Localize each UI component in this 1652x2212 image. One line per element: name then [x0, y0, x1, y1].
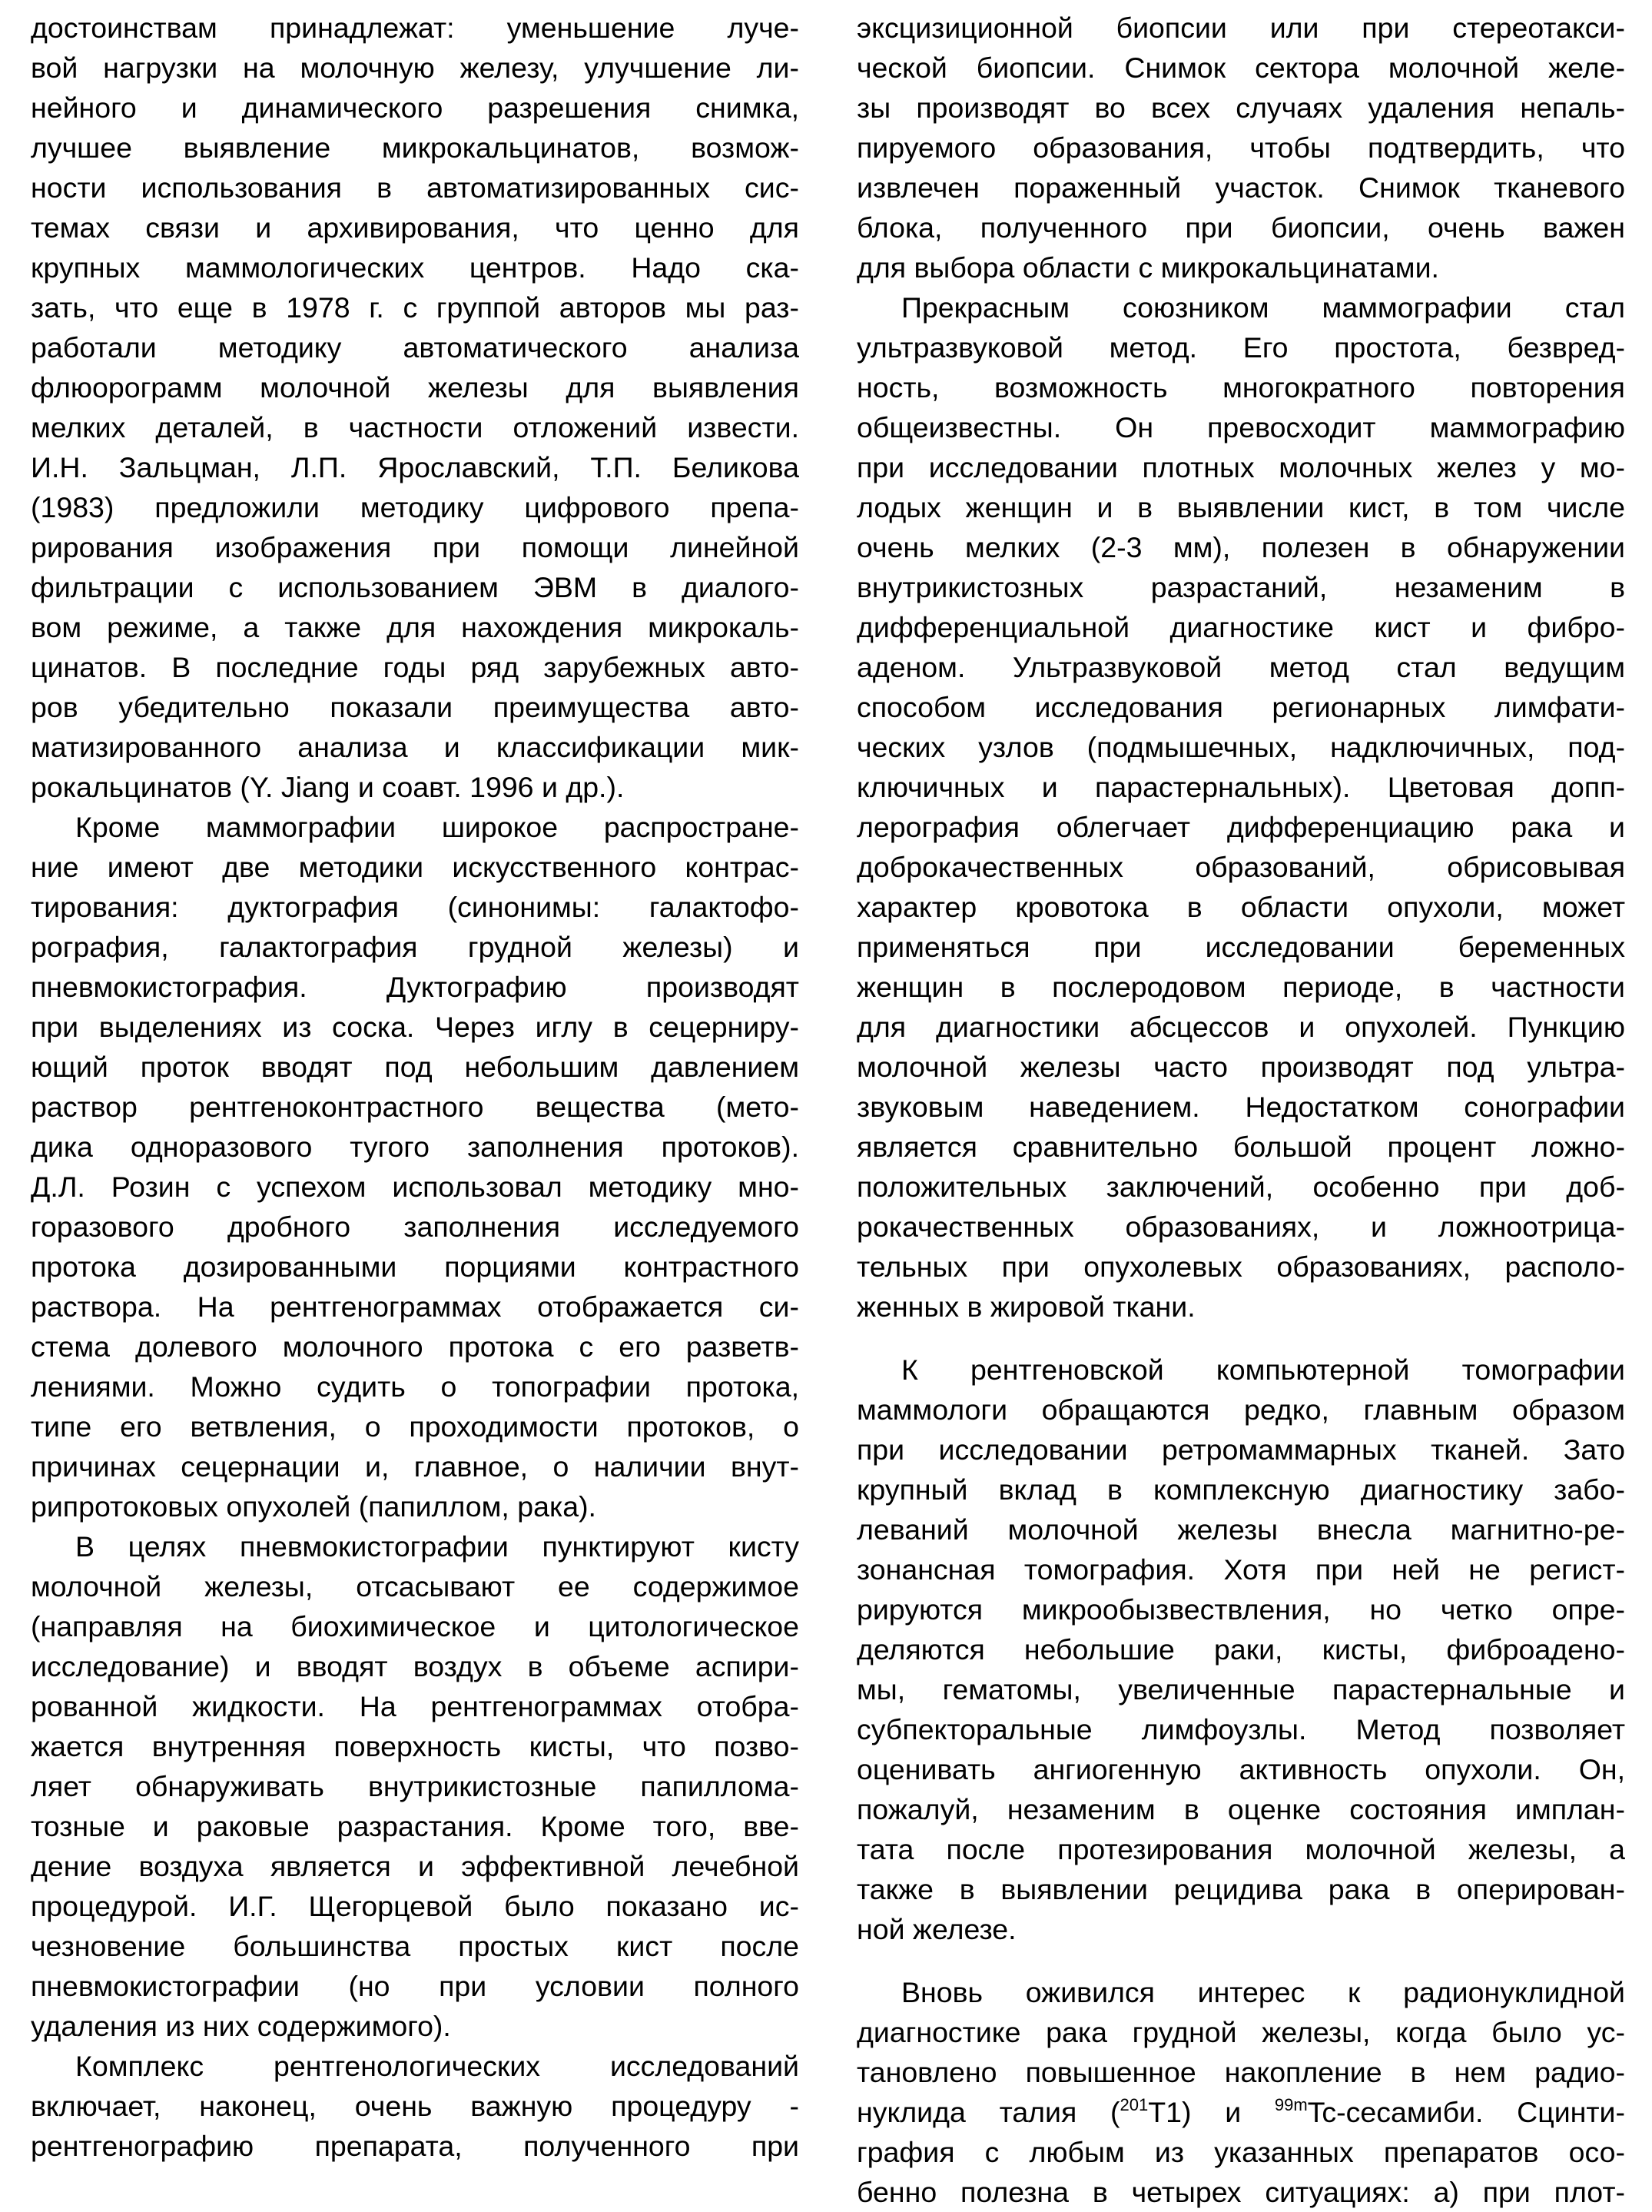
text-line: включает, наконец, очень важную процедуру - [31, 2090, 799, 2122]
text-line: лучшее выявление микрокальцинатов, возмож- [31, 131, 799, 164]
paragraph [857, 1972, 1625, 2212]
text-fragment: Tc-сесамиби. Сцинти- [1307, 2096, 1625, 2128]
paragraph-gap [857, 1327, 1625, 1350]
text-line: И.Н. Зальцман, Л.П. Ярославский, Т.П. Беликова [31, 451, 799, 483]
text-line: при исследовании плотных молочных желез у мо- [857, 451, 1625, 483]
right-column [857, 8, 1625, 2212]
text-line: зонансная томография. Хотя при ней не регист- [857, 1553, 1625, 1586]
text-line: диагностике рака грудной железы, когда было ус- [857, 2016, 1625, 2048]
text-line: оценивать ангиогенную активность опухоли. Он, [857, 1753, 1625, 1785]
text-line: ческой биопсии. Снимок сектора молочной желе- [857, 51, 1625, 84]
text-line: тельных при опухолевых образованиях, располо- [857, 1250, 1625, 1283]
text-line: деляются небольшие раки, кисты, фиброадено- [857, 1633, 1625, 1666]
text-line: тановлено повышенное накопление в нем радио- [857, 2056, 1625, 2088]
text-line: молочной железы, отсасывают ее содержимое [31, 1570, 799, 1603]
text-line: ющий проток вводят под небольшим давлением [31, 1051, 799, 1083]
text-line: вом режиме, а также для нахождения микрокаль- [31, 611, 799, 643]
paragraph [857, 287, 1625, 1327]
text-line: положительных заключений, особенно при доб- [857, 1171, 1625, 1203]
text-line: матизированного анализа и классификации мик- [31, 731, 799, 763]
isotope-superscript: 99m [1274, 2094, 1308, 2114]
text-line: рованной жидкости. На рентгенограммах отобра- [31, 1690, 799, 1722]
text-line: является сравнительно большой процент ложно- [857, 1131, 1625, 1163]
text-line: Вновь оживился интерес к радионуклидной [901, 1976, 1625, 2008]
left-column [31, 8, 799, 2166]
text-line: ляет обнаруживать внутрикистозные папиллома- [31, 1770, 799, 1802]
text-line: женных в жировой ткани. [857, 1290, 1196, 1323]
text-line: рипротоковых опухолей (папиллом, рака). [31, 1490, 596, 1523]
text-line: мы, гематомы, увеличенные парастернальные и [857, 1673, 1625, 1705]
text-line: применяться при исследовании беременных [857, 931, 1625, 963]
text-line: маммологи обращаются редко, главным образом [857, 1393, 1625, 1426]
text-line: для диагностики абсцессов и опухолей. Пункцию [857, 1011, 1625, 1043]
text-line: крупных маммологических центров. Надо ска- [31, 251, 799, 284]
text-line: лерография облегчает дифференциацию рака и [857, 811, 1625, 843]
text-line: протока дозированными порциями контрастного [31, 1250, 799, 1283]
text-line: ности использования в автоматизированных сис- [31, 171, 799, 204]
paragraph [31, 1526, 799, 2046]
paragraph [31, 2046, 799, 2166]
text-line: причинах сецернации и, главное, о наличии внут- [31, 1450, 799, 1483]
text-line: типе его ветвления, о проходимости протоков, о [31, 1410, 799, 1443]
text-line: жается внутренняя поверхность кисты, что позво- [31, 1730, 799, 1762]
text-line [857, 2092, 1625, 2132]
text-fragment: T1) и [1148, 2096, 1275, 2128]
paragraph [857, 8, 1625, 287]
text-line: дение воздуха является и эффективной лечебной [31, 1850, 799, 1882]
text-line: крупный вклад в комплексную диагностику забо- [857, 1473, 1625, 1506]
text-line: характер кровотока в области опухоли, может [857, 891, 1625, 923]
text-line: пневмокистография. Дуктографию производят [31, 971, 799, 1003]
text-line: лениями. Можно судить о топографии протока, [31, 1370, 799, 1403]
text-line: пожалуй, незаменим в оценке состояния имплан- [857, 1793, 1625, 1825]
text-line: цинатов. В последние годы ряд зарубежных авто- [31, 651, 799, 683]
text-line: работали методику автоматического анализа [31, 331, 799, 364]
text-line: пневмокистографии (но при условии полного [31, 1970, 799, 2002]
text-line: рокачественных образованиях, и ложноотрица- [857, 1211, 1625, 1243]
text-fragment: нуклида талия ( [857, 2096, 1120, 2128]
paragraph [857, 1350, 1625, 1949]
text-line: горазового дробного заполнения исследуемого [31, 1211, 799, 1243]
text-line: рентгенографию препарата, полученного при [31, 2130, 799, 2162]
text-line: для выбора области с микрокальцинатами. [857, 251, 1439, 284]
text-line: женщин в послеродовом периоде, в частности [857, 971, 1625, 1003]
text-line: фильтрации с использованием ЭВМ в диалого- [31, 571, 799, 603]
text-line: рируются микрообызвествления, но четко опре- [857, 1593, 1625, 1626]
text-line: внутрикистозных разрастаний, незаменим в [857, 571, 1625, 603]
text-line: дика одноразового тугого заполнения протоков). [31, 1131, 799, 1163]
text-line: способом исследования регионарных лимфати- [857, 691, 1625, 723]
text-line: тозные и раковые разрастания. Кроме того, вве- [31, 1810, 799, 1842]
text-line: лодых женщин и в выявлении кист, в том числе [857, 491, 1625, 523]
text-line: ность, возможность многократного повторения [857, 371, 1625, 404]
text-line: рокальцинатов (Y. Jiang и соавт. 1996 и др.). [31, 771, 625, 803]
text-line: темах связи и архивирования, что ценно для [31, 211, 799, 244]
text-line: ние имеют две методики искусственного контрас- [31, 851, 799, 883]
text-line: процедурой. И.Г. Щегорцевой было показано ис- [31, 1890, 799, 1922]
text-line: тата после протезирования молочной железы, а [857, 1833, 1625, 1865]
text-line: пируемого образования, чтобы подтвердить, что [857, 131, 1625, 164]
text-line: эксцизиционной биопсии или при стереотакси- [857, 12, 1625, 44]
text-line: исследование) и вводят воздух в объеме аспири- [31, 1650, 799, 1682]
text-line: достоинствам принадлежат: уменьшение луче- [31, 12, 799, 44]
text-line: бенно полезна в четырех ситуациях: а) при плот- [857, 2176, 1625, 2208]
text-line: общеизвестны. Он превосходит маммографию [857, 411, 1625, 443]
text-line: В целях пневмокистографии пунктируют кисту [75, 1530, 799, 1563]
text-line: Комплекс рентгенологических исследований [75, 2050, 799, 2082]
text-line: Кроме маммографии широкое распростране- [75, 811, 799, 843]
paragraph [31, 807, 799, 1526]
text-line: при выделениях из соска. Через иглу в сецерниру- [31, 1011, 799, 1043]
text-line: (1983) предложили методику цифрового препа- [31, 491, 799, 523]
text-line: блока, полученного при биопсии, очень важен [857, 211, 1625, 244]
text-line: извлечен пораженный участок. Снимок тканевого [857, 171, 1625, 204]
text-line: флюорограмм молочной железы для выявления [31, 371, 799, 404]
text-line: ров убедительно показали преимущества авто- [31, 691, 799, 723]
text-line: Прекрасным союзником маммографии стал [901, 291, 1625, 324]
text-line: ной железе. [857, 1913, 1017, 1945]
text-line: мелких деталей, в частности отложений извести. [31, 411, 799, 443]
text-line: рография, галактография грудной железы) и [31, 931, 799, 963]
text-line: зы производят во всех случаях удаления непаль- [857, 91, 1625, 124]
text-line: ключичных и парастернальных). Цветовая допп- [857, 771, 1625, 803]
isotope-superscript: 201 [1120, 2094, 1149, 2114]
text-line: ческих узлов (подмышечных, надключичных, под- [857, 731, 1625, 763]
text-line: леваний молочной железы внесла магнитно-ре- [857, 1513, 1625, 1546]
text-line: также в выявлении рецидива рака в оперирован- [857, 1873, 1625, 1905]
text-line: субпекторальные лимфоузлы. Метод позволяет [857, 1713, 1625, 1745]
text-line: раствор рентгеноконтрастного вещества (мето- [31, 1091, 799, 1123]
text-line: вой нагрузки на молочную железу, улучшение ли- [31, 51, 799, 84]
text-line: звуковым наведением. Недостатком сонографии [857, 1091, 1625, 1123]
text-line: стема долевого молочного протока с его разветв- [31, 1330, 799, 1363]
text-line: при исследовании ретромаммарных тканей. Зато [857, 1433, 1625, 1466]
text-line: аденом. Ультразвуковой метод стал ведущим [857, 651, 1625, 683]
text-line: доброкачественных образований, обрисовывая [857, 851, 1625, 883]
text-line: молочной железы часто производят под ультра- [857, 1051, 1625, 1083]
paragraph-gap [857, 1949, 1625, 1972]
text-line: чезновение большинства простых кист после [31, 1930, 799, 1962]
text-line: зать, что еще в 1978 г. с группой авторов мы раз- [31, 291, 799, 324]
text-line: дифференциальной диагностике кист и фибро- [857, 611, 1625, 643]
text-line: удаления из них содержимого). [31, 2010, 451, 2042]
text-line: нейного и динамического разрешения снимка, [31, 91, 799, 124]
text-line: (направляя на биохимическое и цитологическое [31, 1610, 799, 1642]
text-line: ультразвуковой метод. Его простота, безвред- [857, 331, 1625, 364]
text-line: очень мелких (2-3 мм), полезен в обнаружении [857, 531, 1625, 563]
text-line: К рентгеновской компьютерной томографии [901, 1353, 1625, 1386]
text-line: раствора. На рентгенограммах отображается си- [31, 1290, 799, 1323]
text-line: тирования: дуктография (синонимы: галактофо- [31, 891, 799, 923]
paragraph [31, 8, 799, 807]
text-line: графия с любым из указанных препаратов осо- [857, 2136, 1625, 2168]
text-line: Д.Л. Розин с успехом использовал методику мно- [31, 1171, 799, 1203]
text-line: рирования изображения при помощи линейной [31, 531, 799, 563]
